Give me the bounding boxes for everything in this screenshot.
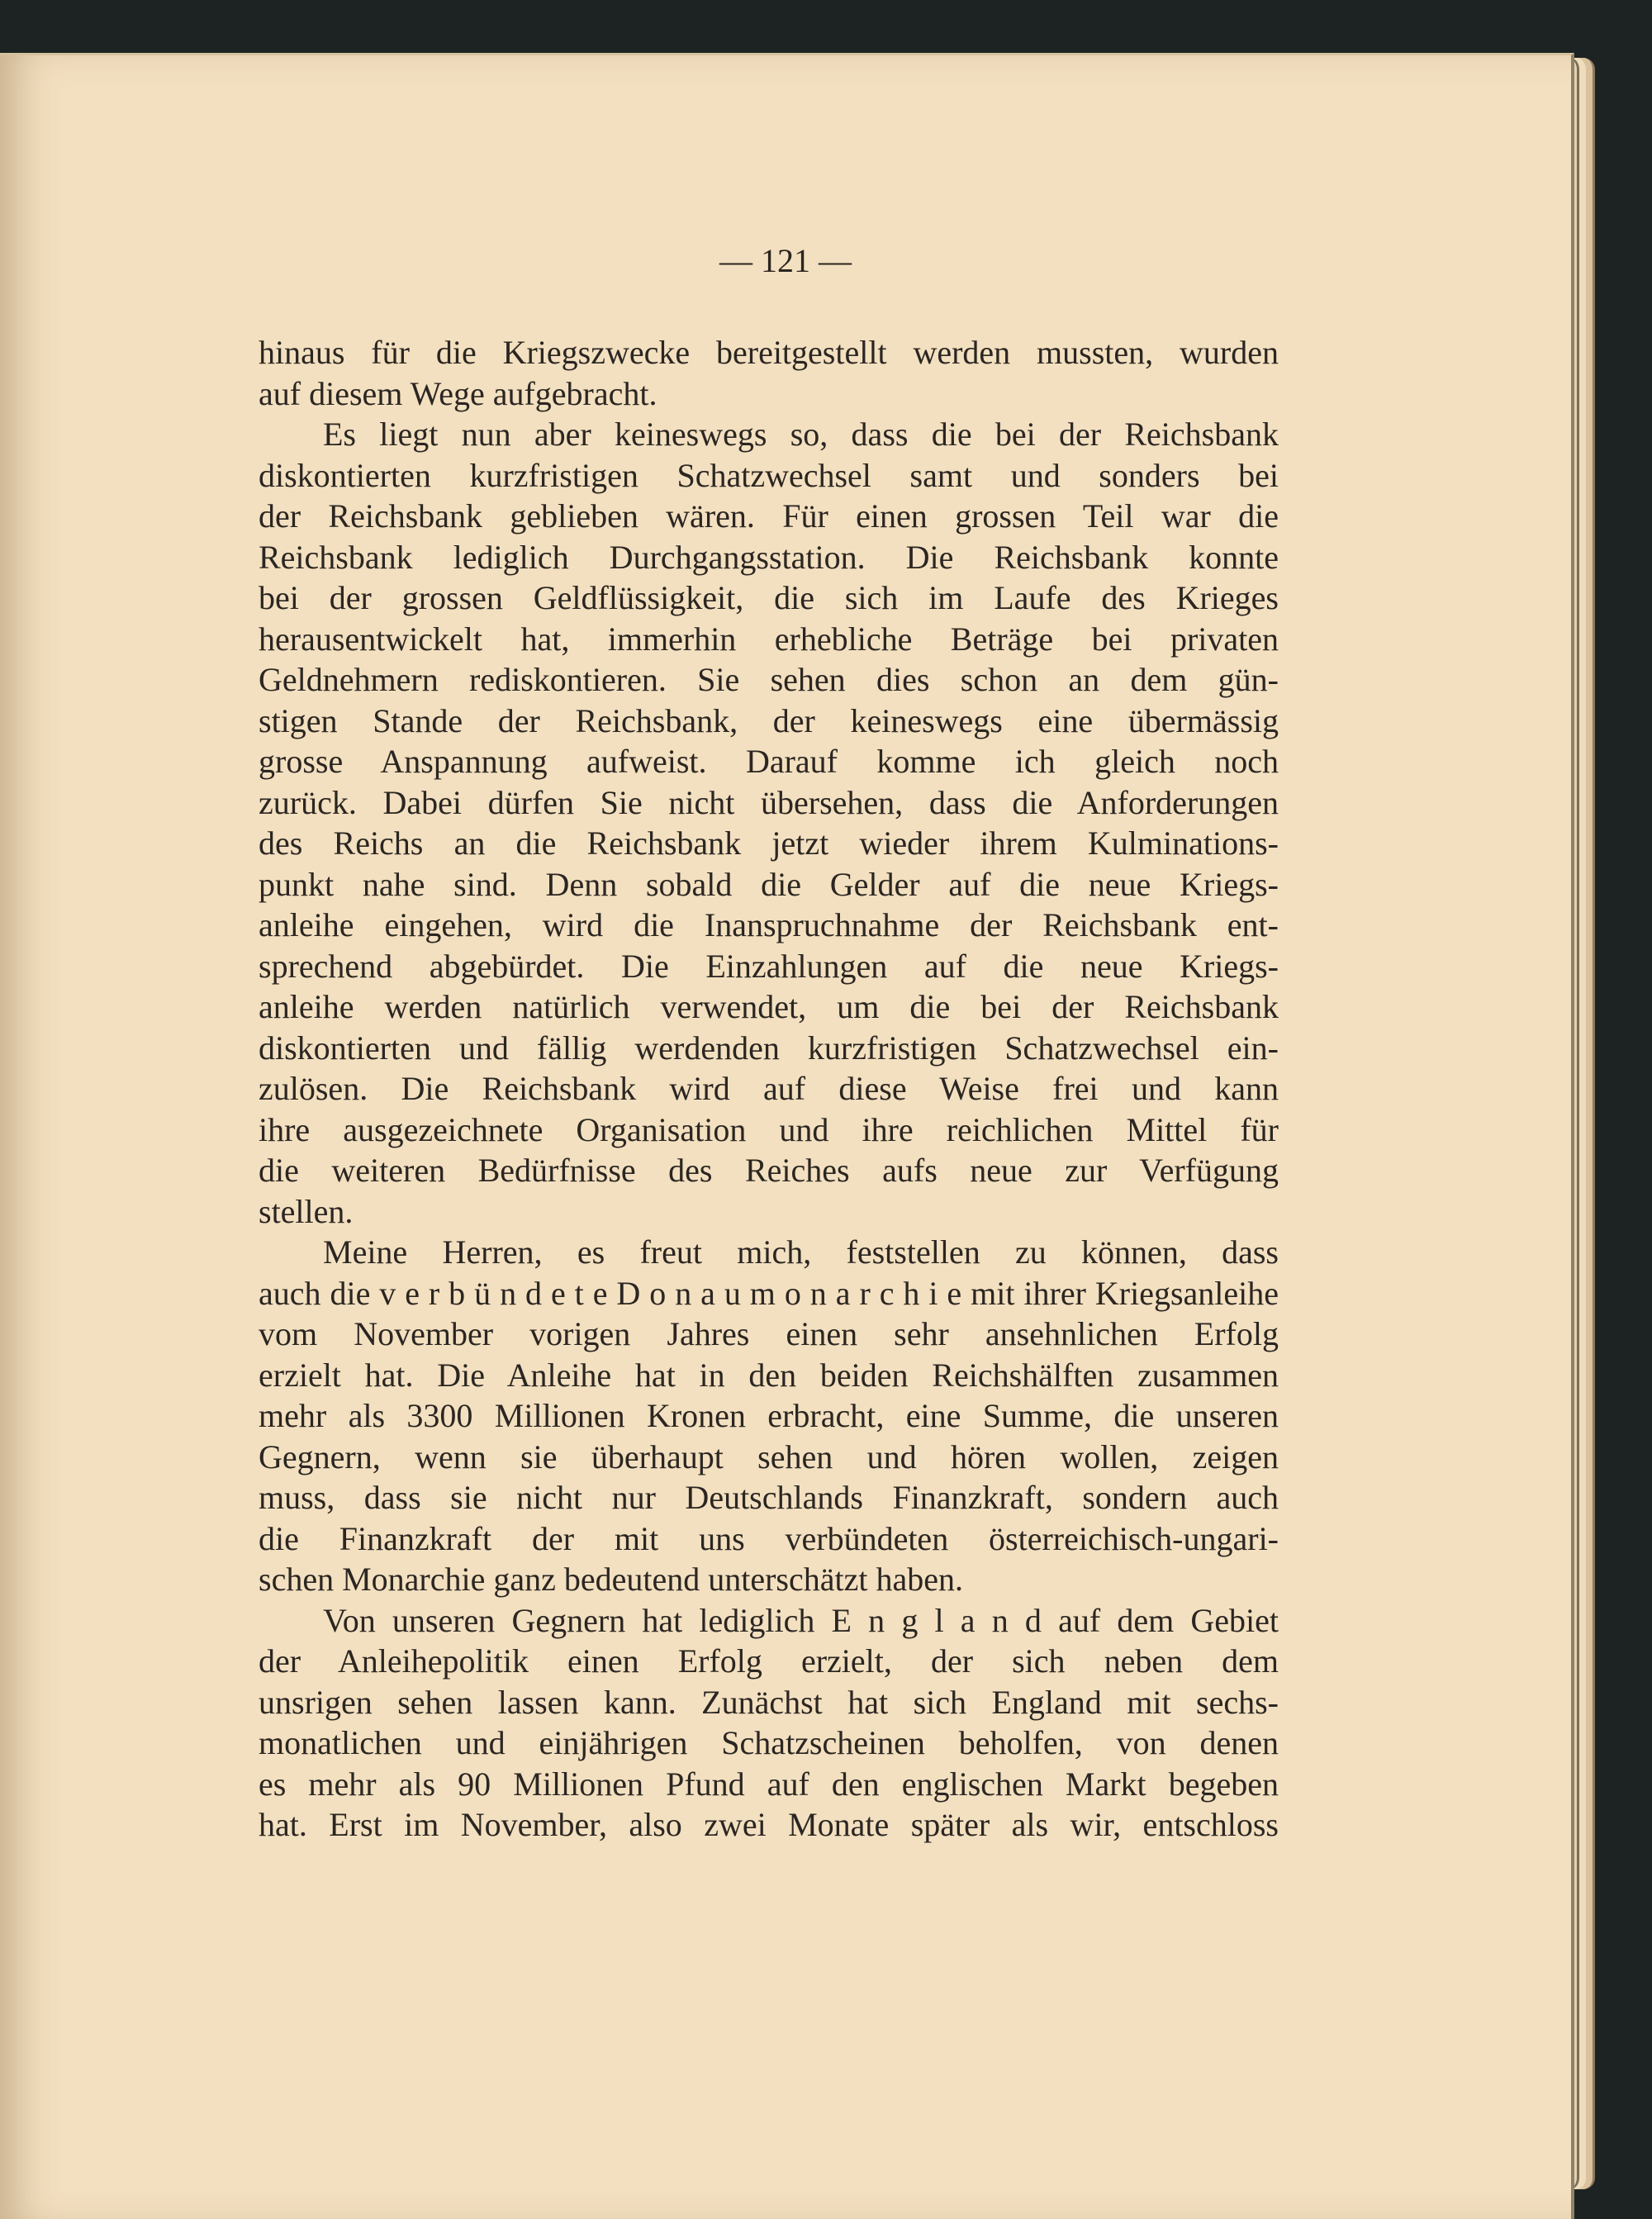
text-line: Reichsbank lediglich Durchgangsstation. Die Reichsbank konnte bbox=[259, 538, 1279, 576]
text-line: es mehr als 90 Millionen Pfund auf den englischen Markt begeben bbox=[259, 1765, 1279, 1803]
text-line: grosse Anspannung aufweist. Darauf komme ich gleich noch bbox=[259, 743, 1279, 780]
page-number: — 121 — bbox=[719, 242, 852, 279]
text-line: anleihe werden natürlich verwendet, um die bei der Reichsbank bbox=[259, 988, 1279, 1025]
text-line: anleihe eingehen, wird die Inanspruchnahme der Reichsbank ent- bbox=[259, 906, 1279, 943]
text-line: diskontierten kurzfristigen Schatzwechsel samt und sonders bei bbox=[259, 456, 1279, 494]
text-line: herausentwickelt hat, immerhin erhebliche Beträge bei privaten bbox=[259, 620, 1279, 658]
text-line: der Anleihepolitik einen Erfolg erzielt, der sich neben dem bbox=[259, 1642, 1279, 1680]
text-line: stigen Stande der Reichsbank, der keineswegs eine übermässig bbox=[259, 701, 1279, 739]
text-line: sprechend abgebürdet. Die Einzahlungen auf die neue Kriegs- bbox=[259, 947, 1279, 985]
text-line: ihre ausgezeichnete Organisation und ihre reichlichen Mittel für bbox=[259, 1110, 1279, 1148]
text-line: vom November vorigen Jahres einen sehr ansehnlichen Erfolg bbox=[259, 1315, 1279, 1352]
text-line: die Finanzkraft der mit uns verbündeten österreichisch-ungari- bbox=[259, 1519, 1279, 1557]
text-line: Gegnern, wenn sie überhaupt sehen und hören wollen, zeigen bbox=[259, 1437, 1279, 1475]
text-line: die weiteren Bedürfnisse des Reiches aufs neue zur Verfügung bbox=[259, 1152, 1279, 1189]
text-line: unsrigen sehen lassen kann. Zunächst hat sich England mit sechs- bbox=[259, 1683, 1279, 1721]
text-line: mehr als 3300 Millionen Kronen erbracht, eine Summe, die unseren bbox=[259, 1397, 1279, 1434]
text-line: zurück. Dabei dürfen Sie nicht übersehen, dass die Anforderungen bbox=[259, 783, 1279, 821]
text-line: zulösen. Die Reichsbank wird auf diese Weise frei und kann bbox=[259, 1070, 1279, 1107]
text-line: stellen. bbox=[259, 1192, 354, 1230]
text-line: Von unseren Gegnern hat lediglich E n g l a n d auf dem Gebiet bbox=[323, 1601, 1279, 1639]
text-line: punkt nahe sind. Denn sobald die Gelder auf die neue Kriegs- bbox=[259, 865, 1279, 903]
text-line: hinaus für die Kriegszwecke bereitgestellt werden mussten, wurden bbox=[259, 334, 1279, 371]
text-line: muss, dass sie nicht nur Deutschlands Finanzkraft, sondern auch bbox=[259, 1479, 1279, 1516]
text-line: auch die v e r b ü n d e t e D o n a u m o n a r c h i e mit ihrer Kriegsanleihe bbox=[259, 1274, 1279, 1312]
text-line: Meine Herren, es freut mich, feststellen zu können, dass bbox=[323, 1233, 1279, 1271]
text-line: hat. Erst im November, also zwei Monate später als wir, entschloss bbox=[259, 1806, 1279, 1843]
body-text bbox=[259, 332, 1279, 1846]
text-line: schen Monarchie ganz bedeutend unterschätzt haben. bbox=[259, 1561, 963, 1598]
text-line: bei der grossen Geldflüssigkeit, die sich im Laufe des Krieges bbox=[259, 579, 1279, 616]
text-line: der Reichsbank geblieben wären. Für einen grossen Teil war die bbox=[259, 497, 1279, 535]
text-line: auf diesem Wege aufgebracht. bbox=[259, 374, 657, 412]
text-line: Es liegt nun aber keineswegs so, dass die bei der Reichsbank bbox=[323, 416, 1279, 453]
text-line: monatlichen und einjährigen Schatzscheinen beholfen, von denen bbox=[259, 1724, 1279, 1761]
text-line: erzielt hat. Die Anleihe hat in den beiden Reichshälften zusammen bbox=[259, 1356, 1279, 1394]
text-line: diskontierten und fällig werdenden kurzfristigen Schatzwechsel ein- bbox=[259, 1029, 1279, 1067]
text-line: Geldnehmern rediskontieren. Sie sehen dies schon an dem gün- bbox=[259, 661, 1279, 698]
text-line: des Reichs an die Reichsbank jetzt wieder ihrem Kulminations- bbox=[259, 824, 1279, 862]
